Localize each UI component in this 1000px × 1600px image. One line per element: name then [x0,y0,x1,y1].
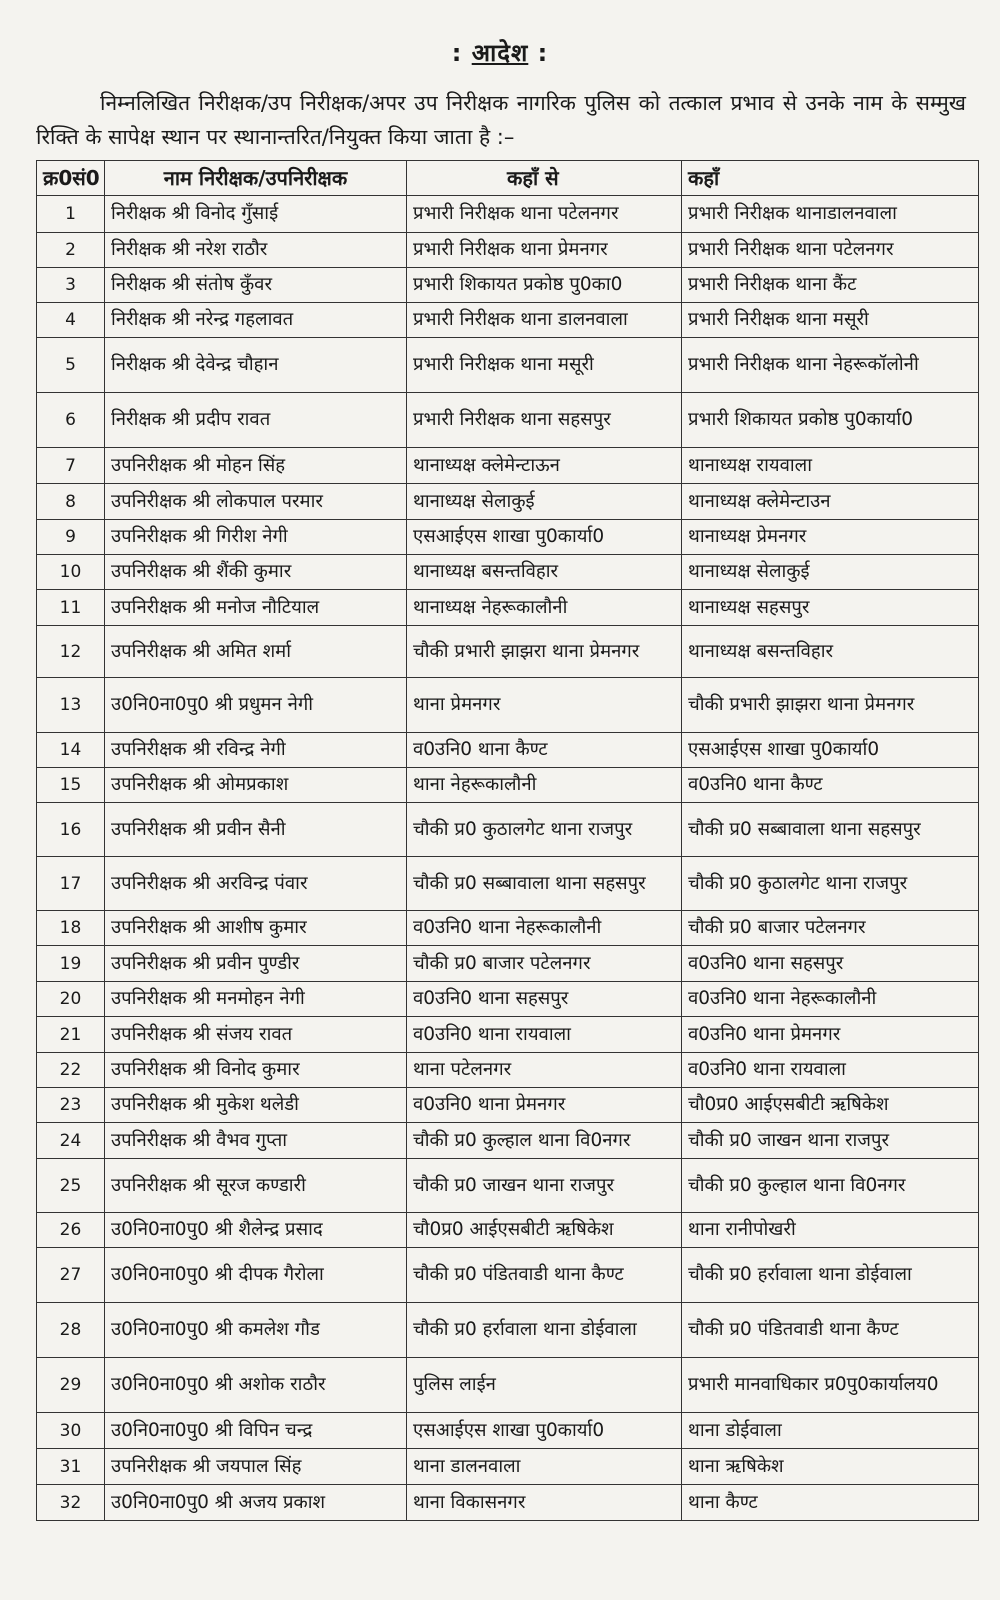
cell-to: चौकी प्र0 सब्बावाला थाना सहसपुर [682,803,979,857]
cell-sn: 17 [37,857,105,911]
cell-sn: 32 [37,1485,105,1521]
table-row [37,196,979,233]
table-row [37,1485,979,1521]
cell-name: उपनिरीक्षक श्री मनोज नौटियाल [105,590,407,626]
cell-from: व0उनि0 थाना नेहरूकालौनी [407,911,682,946]
cell-to: प्रभारी निरीक्षक थाना कैंट [682,268,979,303]
cell-from: प्रभारी निरीक्षक थाना मसूरी [407,338,682,393]
cell-from: चौकी प्र0 बाजार पटेलनगर [407,946,682,982]
cell-name: उपनिरीक्षक श्री अरविन्द्र पंवार [105,857,407,911]
cell-sn: 2 [37,233,105,268]
cell-to: व0उनि0 थाना प्रेमनगर [682,1017,979,1053]
cell-sn: 20 [37,982,105,1017]
cell-from: प्रभारी निरीक्षक थाना पटेलनगर [407,196,682,233]
cell-name: निरीक्षक श्री नरेश राठौर [105,233,407,268]
cell-from: थाना डालनवाला [407,1449,682,1485]
cell-sn: 9 [37,520,105,555]
table-row [37,678,979,733]
cell-from: चौकी प्र0 कुठालगेट थाना राजपुर [407,803,682,857]
cell-sn: 19 [37,946,105,982]
table-row [37,982,979,1017]
cell-from: चौकी प्र0 कुल्हाल थाना वि0नगर [407,1123,682,1159]
cell-from: एसआईएस शाखा पु0कार्या0 [407,1413,682,1449]
cell-to: थानाध्यक्ष प्रेमनगर [682,520,979,555]
cell-name: निरीक्षक श्री प्रदीप रावत [105,393,407,448]
header-sn: क्र0सं0 [37,161,105,196]
table-row [37,1088,979,1123]
cell-from: व0उनि0 थाना सहसपुर [407,982,682,1017]
cell-sn: 31 [37,1449,105,1485]
heading-title: आदेश [471,39,529,67]
cell-sn: 1 [37,196,105,233]
table-row [37,590,979,626]
table-row [37,803,979,857]
cell-name: निरीक्षक श्री नरेन्द्र गहलावत [105,303,407,338]
cell-from: चौकी प्र0 जाखन थाना राजपुर [407,1159,682,1213]
cell-to: चौकी प्र0 कुल्हाल थाना वि0नगर [682,1159,979,1213]
cell-from: एसआईएस शाखा पु0कार्या0 [407,520,682,555]
intro-paragraph: निम्नलिखित निरीक्षक/उप निरीक्षक/अपर उप निरीक्षक नागरिक पुलिस को तत्काल प्रभाव से उनके नाम के सम्मुख रिक्ति के सापेक्ष स्थान पर स्थानान्तरित/नियुक्त किया जाता है :– [36,91,966,149]
cell-sn: 14 [37,733,105,768]
table-row [37,484,979,520]
table-header-row [37,161,979,196]
table-row [37,768,979,803]
cell-sn: 30 [37,1413,105,1449]
cell-sn: 12 [37,626,105,678]
cell-sn: 13 [37,678,105,733]
table-row [37,555,979,590]
table-row [37,520,979,555]
cell-sn: 15 [37,768,105,803]
cell-from: चौकी प्र0 पंडितवाडी थाना कैण्ट [407,1248,682,1303]
cell-sn: 22 [37,1053,105,1088]
cell-name: उपनिरीक्षक श्री प्रवीन सैनी [105,803,407,857]
cell-sn: 28 [37,1303,105,1358]
cell-sn: 8 [37,484,105,520]
cell-to: थानाध्यक्ष सहसपुर [682,590,979,626]
cell-from: थाना नेहरूकालौनी [407,768,682,803]
table-row [37,233,979,268]
table-body [37,196,979,1521]
order-heading [0,36,1000,69]
cell-name: उपनिरीक्षक श्री ओमप्रकाश [105,768,407,803]
cell-name: उपनिरीक्षक श्री प्रवीन पुण्डीर [105,946,407,982]
header-name: नाम निरीक्षक/उपनिरीक्षक [105,161,407,196]
cell-sn: 29 [37,1358,105,1413]
cell-name: निरीक्षक श्री देवेन्द्र चौहान [105,338,407,393]
table-row [37,733,979,768]
cell-sn: 27 [37,1248,105,1303]
cell-name: उ0नि0ना0पु0 श्री कमलेश गौड [105,1303,407,1358]
cell-name: उपनिरीक्षक श्री गिरीश नेगी [105,520,407,555]
cell-to: थाना कैण्ट [682,1485,979,1521]
cell-sn: 6 [37,393,105,448]
cell-name: निरीक्षक श्री संतोष कुँवर [105,268,407,303]
cell-to: प्रभारी निरीक्षक थाना नेहरूकॉलोनी [682,338,979,393]
cell-to: थाना रानीपोखरी [682,1213,979,1248]
table-row [37,1213,979,1248]
cell-name: उपनिरीक्षक श्री मुकेश थलेडी [105,1088,407,1123]
cell-from: पुलिस लाईन [407,1358,682,1413]
table-row [37,626,979,678]
cell-from: थाना प्रेमनगर [407,678,682,733]
cell-sn: 24 [37,1123,105,1159]
cell-name: उपनिरीक्षक श्री मनमोहन नेगी [105,982,407,1017]
cell-name: उपनिरीक्षक श्री लोकपाल परमार [105,484,407,520]
cell-name: उ0नि0ना0पु0 श्री शैलेन्द्र प्रसाद [105,1213,407,1248]
cell-name: उपनिरीक्षक श्री संजय रावत [105,1017,407,1053]
cell-sn: 16 [37,803,105,857]
table-row [37,448,979,484]
cell-to: थानाध्यक्ष बसन्तविहार [682,626,979,678]
cell-sn: 5 [37,338,105,393]
cell-sn: 4 [37,303,105,338]
cell-name: उपनिरीक्षक श्री जयपाल सिंह [105,1449,407,1485]
cell-from: व0उनि0 थाना प्रेमनगर [407,1088,682,1123]
header-to: कहाँ [682,161,979,196]
table-row [37,946,979,982]
cell-from: थानाध्यक्ष नेहरूकालौनी [407,590,682,626]
cell-from: चौकी प्र0 सब्बावाला थाना सहसपुर [407,857,682,911]
table-row [37,857,979,911]
cell-sn: 11 [37,590,105,626]
cell-sn: 25 [37,1159,105,1213]
cell-to: एसआईएस शाखा पु0कार्या0 [682,733,979,768]
cell-sn: 7 [37,448,105,484]
cell-from: प्रभारी निरीक्षक थाना सहसपुर [407,393,682,448]
cell-name: उपनिरीक्षक श्री शैंकी कुमार [105,555,407,590]
cell-name: उ0नि0ना0पु0 श्री अशोक राठौर [105,1358,407,1413]
cell-sn: 3 [37,268,105,303]
cell-name: उपनिरीक्षक श्री आशीष कुमार [105,911,407,946]
cell-to: थाना ऋषिकेश [682,1449,979,1485]
cell-to: थानाध्यक्ष रायवाला [682,448,979,484]
cell-to: व0उनि0 थाना रायवाला [682,1053,979,1088]
cell-to: प्रभारी शिकायत प्रकोष्ठ पु0कार्या0 [682,393,979,448]
table-row [37,1248,979,1303]
cell-to: प्रभारी मानवाधिकार प्र0पु0कार्यालय0 [682,1358,979,1413]
cell-to: चौकी प्र0 पंडितवाडी थाना कैण्ट [682,1303,979,1358]
cell-to: प्रभारी निरीक्षक थाना पटेलनगर [682,233,979,268]
cell-sn: 21 [37,1017,105,1053]
table-row [37,1358,979,1413]
cell-from: प्रभारी निरीक्षक थाना प्रेमनगर [407,233,682,268]
cell-to: प्रभारी निरीक्षक थाना मसूरी [682,303,979,338]
cell-to: चौकी प्र0 बाजार पटेलनगर [682,911,979,946]
cell-from: चौकी प्र0 हर्रावाला थाना डोईवाला [407,1303,682,1358]
cell-to: चौकी प्रभारी झाझरा थाना प्रेमनगर [682,678,979,733]
cell-name: उ0नि0ना0पु0 श्री दीपक गैरोला [105,1248,407,1303]
cell-name: उपनिरीक्षक श्री सूरज कण्डारी [105,1159,407,1213]
cell-name: उ0नि0ना0पु0 श्री प्रधुमन नेगी [105,678,407,733]
cell-name: उ0नि0ना0पु0 श्री अजय प्रकाश [105,1485,407,1521]
cell-name: उपनिरीक्षक श्री वैभव गुप्ता [105,1123,407,1159]
table-row [37,393,979,448]
cell-name: निरीक्षक श्री विनोद गुँसाई [105,196,407,233]
cell-from: चौ0प्र0 आईएसबीटी ऋषिकेश [407,1213,682,1248]
cell-to: प्रभारी निरीक्षक थानाडालनवाला [682,196,979,233]
cell-from: चौकी प्रभारी झाझरा थाना प्रेमनगर [407,626,682,678]
cell-sn: 10 [37,555,105,590]
table-row [37,1303,979,1358]
cell-from: व0उनि0 थाना रायवाला [407,1017,682,1053]
table-row [37,1449,979,1485]
cell-name: उपनिरीक्षक श्री रविन्द्र नेगी [105,733,407,768]
cell-to: थाना डोईवाला [682,1413,979,1449]
table-row [37,268,979,303]
transfer-table [36,160,979,1521]
table-row [37,1159,979,1213]
cell-name: उपनिरीक्षक श्री मोहन सिंह [105,448,407,484]
cell-from: थानाध्यक्ष क्लेमेन्टाऊन [407,448,682,484]
cell-sn: 18 [37,911,105,946]
table-row [37,1017,979,1053]
cell-to: चौकी प्र0 हर्रावाला थाना डोईवाला [682,1248,979,1303]
cell-to: थानाध्यक्ष सेलाकुई [682,555,979,590]
table-row [37,1123,979,1159]
cell-from: प्रभारी निरीक्षक थाना डालनवाला [407,303,682,338]
cell-sn: 26 [37,1213,105,1248]
table-row [37,303,979,338]
cell-from: थाना पटेलनगर [407,1053,682,1088]
cell-to: व0उनि0 थाना कैण्ट [682,768,979,803]
heading-suffix: : [537,39,549,67]
table-row [37,338,979,393]
cell-from: व0उनि0 थाना कैण्ट [407,733,682,768]
cell-sn: 23 [37,1088,105,1123]
cell-to: चौ0प्र0 आईएसबीटी ऋषिकेश [682,1088,979,1123]
cell-from: थानाध्यक्ष सेलाकुई [407,484,682,520]
cell-name: उपनिरीक्षक श्री अमित शर्मा [105,626,407,678]
cell-to: चौकी प्र0 जाखन थाना राजपुर [682,1123,979,1159]
cell-to: थानाध्यक्ष क्लेमेन्टाउन [682,484,979,520]
table-row [37,911,979,946]
table-row [37,1413,979,1449]
cell-from: थाना विकासनगर [407,1485,682,1521]
cell-name: उ0नि0ना0पु0 श्री विपिन चन्द्र [105,1413,407,1449]
cell-to: व0उनि0 थाना सहसपुर [682,946,979,982]
cell-from: थानाध्यक्ष बसन्तविहार [407,555,682,590]
heading-prefix: : [451,39,463,67]
table-row [37,1053,979,1088]
cell-name: उपनिरीक्षक श्री विनोद कुमार [105,1053,407,1088]
cell-to: व0उनि0 थाना नेहरूकालौनी [682,982,979,1017]
header-from: कहाँ से [407,161,682,196]
cell-from: प्रभारी शिकायत प्रकोष्ठ पु0का0 [407,268,682,303]
cell-to: चौकी प्र0 कुठालगेट थाना राजपुर [682,857,979,911]
